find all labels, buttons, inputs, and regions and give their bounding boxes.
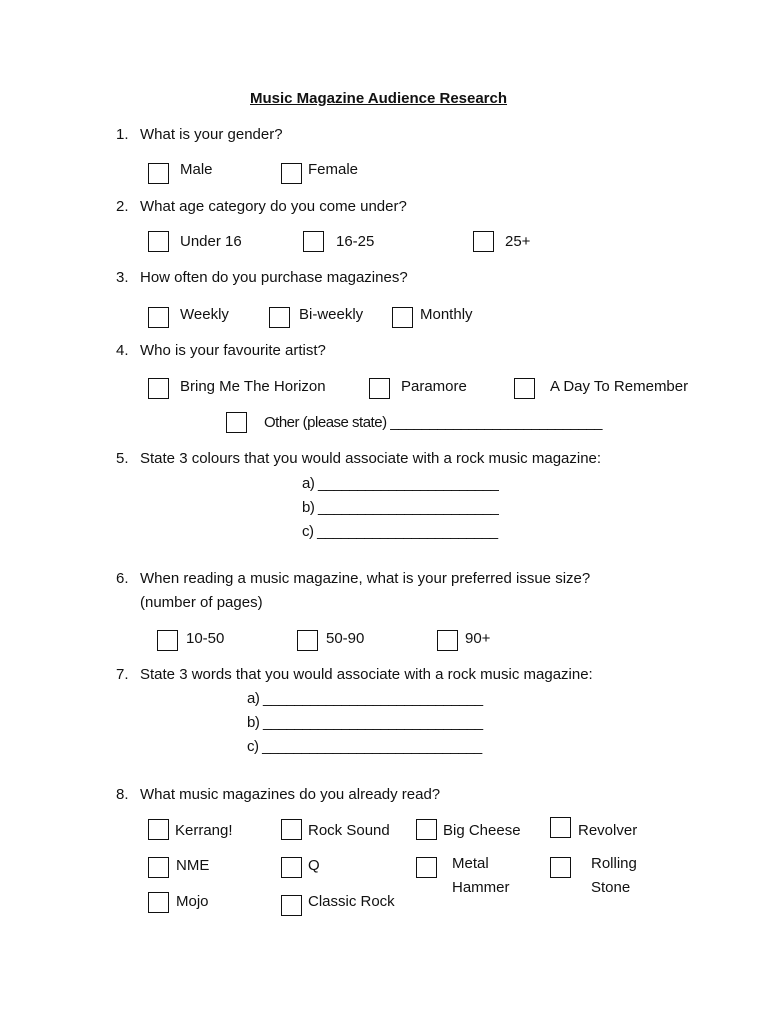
option-bi-weekly-label: Bi-weekly (299, 306, 364, 323)
checkbox-classic-rock[interactable] (281, 895, 302, 916)
option-q-label: Q (308, 857, 320, 874)
checkbox-female[interactable] (281, 163, 302, 184)
question-3-number: 3. (116, 269, 129, 286)
question-6-number: 6. (116, 570, 129, 587)
option-classic-rock-label: Classic Rock (308, 893, 395, 910)
option-weekly-label: Weekly (180, 306, 229, 323)
option-bring-me-the-horizon-label: Bring Me The Horizon (180, 378, 326, 395)
colour-answer-b[interactable]: b) _______________________ (302, 499, 499, 516)
question-6-text: When reading a music magazine, what is your preferred issue size? (140, 570, 591, 587)
checkbox-other-artist[interactable] (226, 412, 247, 433)
colour-answer-a[interactable]: a) _______________________ (302, 475, 499, 492)
option-rolling-stone-label-line2: Stone (591, 879, 631, 896)
question-4-text: Who is your favourite artist? (140, 342, 326, 359)
checkbox-bring-me-the-horizon[interactable] (148, 378, 169, 399)
checkbox-bi-weekly[interactable] (269, 307, 290, 328)
option-metal-hammer-label-line1: Metal (452, 855, 489, 872)
option-male-label: Male (180, 161, 213, 178)
question-8-number: 8. (116, 786, 129, 803)
checkbox-rock-sound[interactable] (281, 819, 302, 840)
option-metal-hammer-label-line2: Hammer (452, 879, 510, 896)
checkbox-16-25[interactable] (303, 231, 324, 252)
colour-answer-c[interactable]: c) _______________________ (302, 523, 498, 540)
question-7-text: State 3 words that you would associate with a rock music magazine: (140, 666, 593, 683)
option-female-label: Female (308, 161, 359, 178)
option-kerrang-label: Kerrang! (175, 822, 233, 839)
option-monthly-label: Monthly (420, 306, 473, 323)
checkbox-a-day-to-remember[interactable] (514, 378, 535, 399)
page-title: Music Magazine Audience Research (250, 90, 508, 107)
checkbox-rolling-stone[interactable] (550, 857, 571, 878)
option-10-50-label: 10-50 (186, 630, 225, 647)
option-16-25-label: 16-25 (336, 233, 375, 250)
question-2-text: What age category do you come under? (140, 198, 407, 215)
option-rock-sound-label: Rock Sound (308, 822, 390, 839)
option-big-cheese-label: Big Cheese (443, 822, 521, 839)
question-8-text: What music magazines do you already read? (140, 786, 441, 803)
option-25-plus-label: 25+ (505, 233, 531, 250)
checkbox-90-plus[interactable] (437, 630, 458, 651)
checkbox-under-16[interactable] (148, 231, 169, 252)
option-a-day-to-remember-label: A Day To Remember (550, 378, 689, 395)
question-1-text: What is your gender? (140, 126, 283, 143)
question-7-number: 7. (116, 666, 129, 683)
question-5-number: 5. (116, 450, 129, 467)
checkbox-10-50[interactable] (157, 630, 178, 651)
checkbox-25-plus[interactable] (473, 231, 494, 252)
checkbox-paramore[interactable] (369, 378, 390, 399)
option-50-90-label: 50-90 (326, 630, 365, 647)
option-under-16-label: Under 16 (180, 233, 242, 250)
option-rolling-stone-label-line1: Rolling (591, 855, 637, 872)
option-nme-label: NME (176, 857, 210, 874)
question-2-number: 2. (116, 198, 129, 215)
checkbox-male[interactable] (148, 163, 169, 184)
option-paramore-label: Paramore (401, 378, 467, 395)
checkbox-mojo[interactable] (148, 892, 169, 913)
word-answer-c[interactable]: c) ____________________________ (247, 738, 482, 755)
checkbox-big-cheese[interactable] (416, 819, 437, 840)
checkbox-50-90[interactable] (297, 630, 318, 651)
checkbox-revolver[interactable] (550, 817, 571, 838)
question-6-subtext: (number of pages) (140, 594, 263, 611)
checkbox-nme[interactable] (148, 857, 169, 878)
checkbox-q[interactable] (281, 857, 302, 878)
word-answer-a[interactable]: a) ____________________________ (247, 690, 483, 707)
question-5-text: State 3 colours that you would associate with a rock music magazine: (140, 450, 602, 467)
question-4-number: 4. (116, 342, 129, 359)
option-90-plus-label: 90+ (465, 630, 491, 647)
option-other-artist-field[interactable]: Other (please state) ___________________________ (264, 414, 602, 431)
option-mojo-label: Mojo (176, 893, 209, 910)
question-3-text: How often do you purchase magazines? (140, 269, 408, 286)
checkbox-metal-hammer[interactable] (416, 857, 437, 878)
checkbox-kerrang[interactable] (148, 819, 169, 840)
question-1-number: 1. (116, 126, 129, 143)
option-revolver-label: Revolver (578, 822, 638, 839)
word-answer-b[interactable]: b) ____________________________ (247, 714, 483, 731)
checkbox-weekly[interactable] (148, 307, 169, 328)
checkbox-monthly[interactable] (392, 307, 413, 328)
